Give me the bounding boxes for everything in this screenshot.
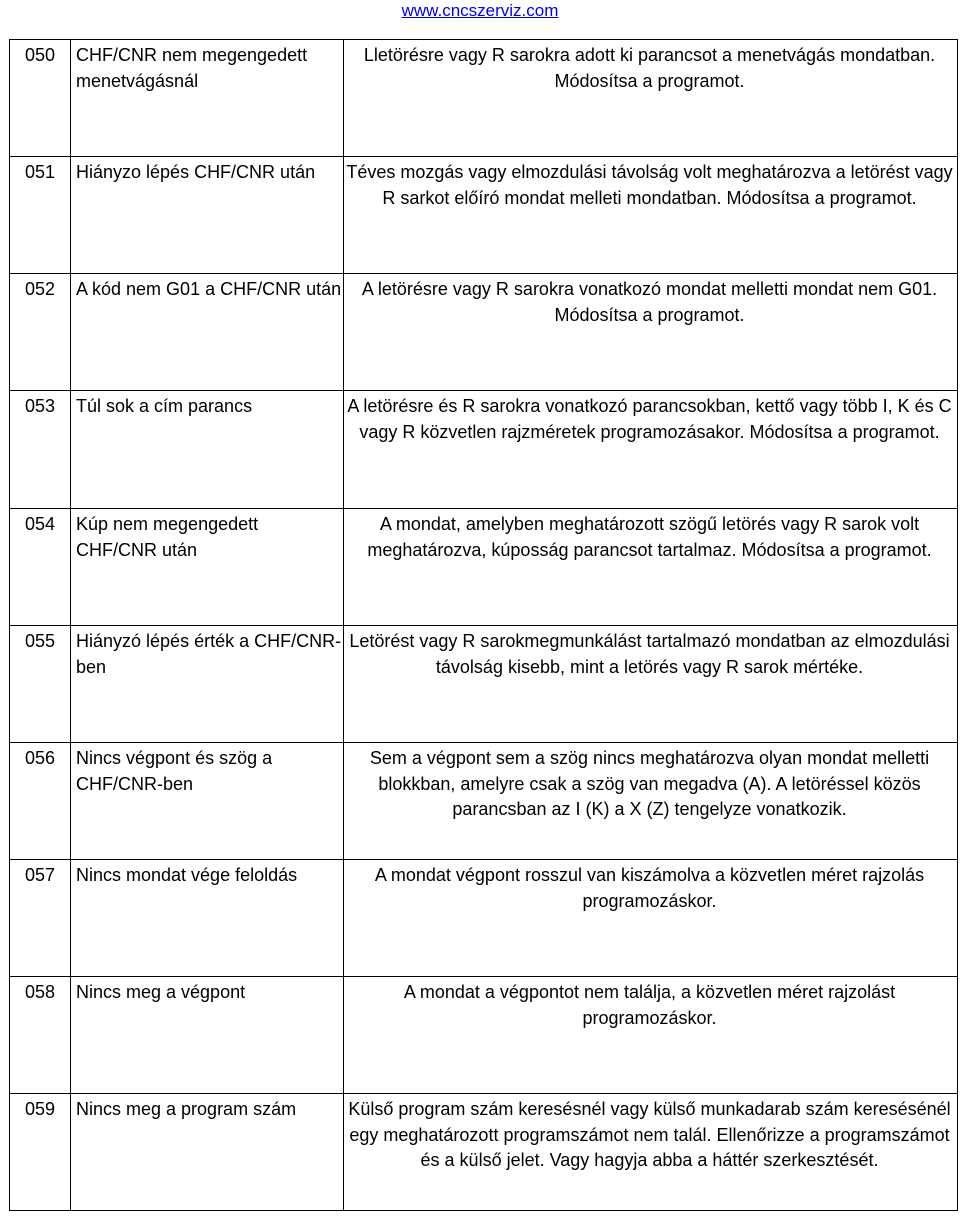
error-description: Külső program szám keresésnél vagy külső munkadarab szám keresésénél egy meghatározott programszámot nem talál. Ellenőrizze a programszámot és a külső jelet. Vagy hagyja abba a háttér szerkesztését. [344, 1094, 958, 1211]
error-code: 050 [10, 40, 71, 157]
error-title: CHF/CNR nem megengedett menetvágásnál [71, 40, 344, 157]
table-row [10, 977, 958, 1094]
error-code: 059 [10, 1094, 71, 1211]
error-description: A mondat végpont rosszul van kiszámolva a közvetlen méret rajzolás programozáskor. [344, 860, 958, 977]
error-title: Hiányzó lépés érték a CHF/CNR-ben [71, 626, 344, 743]
error-title: Nincs mondat vége feloldás [71, 860, 344, 977]
error-title: Nincs végpont és szög a CHF/CNR-ben [71, 743, 344, 860]
error-title: Hiányzo lépés CHF/CNR után [71, 157, 344, 274]
site-link[interactable]: www.cncszerviz.com [401, 1, 559, 20]
table-row [10, 509, 958, 626]
error-description: Lletörésre vagy R sarokra adott ki parancsot a menetvágás mondatban. Módosítsa a programot. [344, 40, 958, 157]
error-code: 054 [10, 509, 71, 626]
error-code-table [9, 39, 958, 1211]
error-description: A letörésre és R sarokra vonatkozó parancsokban, kettő vagy több I, K és C vagy R közvetlen rajzméretek programozásakor. Módosítsa a programot. [344, 391, 958, 509]
error-description: A letörésre vagy R sarokra vonatkozó mondat melletti mondat nem G01. Módosítsa a programot. [344, 274, 958, 391]
error-description: A mondat, amelyben meghatározott szögű letörés vagy R sarok volt meghatározva, kúposság parancsot tartalmaz. Módosítsa a programot. [344, 509, 958, 626]
error-code: 053 [10, 391, 71, 509]
table-row [10, 626, 958, 743]
error-title: Túl sok a cím parancs [71, 391, 344, 509]
table-row [10, 860, 958, 977]
table-row [10, 40, 958, 157]
error-code: 052 [10, 274, 71, 391]
error-description: Sem a végpont sem a szög nincs meghatározva olyan mondat melletti blokkban, amelyre csak a szög van megadva (A). A letöréssel közös parancsban az I (K) a X (Z) tengelyze vonatkozik. [344, 743, 958, 860]
table-row [10, 391, 958, 509]
error-description: A mondat a végpontot nem találja, a közvetlen méret rajzolást programozáskor. [344, 977, 958, 1094]
error-title: Kúp nem megengedett CHF/CNR után [71, 509, 344, 626]
table-row [10, 743, 958, 860]
error-description: Téves mozgás vagy elmozdulási távolság volt meghatározva a letörést vagy R sarkot előíró mondat melleti mondatban. Módosítsa a programot. [344, 157, 958, 274]
error-title: A kód nem G01 a CHF/CNR után [71, 274, 344, 391]
table-row [10, 274, 958, 391]
error-code: 051 [10, 157, 71, 274]
error-code: 058 [10, 977, 71, 1094]
error-code: 056 [10, 743, 71, 860]
error-title: Nincs meg a végpont [71, 977, 344, 1094]
error-description: Letörést vagy R sarokmegmunkálást tartalmazó mondatban az elmozdulási távolság kisebb, mint a letörés vagy R sarok mértéke. [344, 626, 958, 743]
table-row [10, 157, 958, 274]
error-title: Nincs meg a program szám [71, 1094, 344, 1211]
error-code: 057 [10, 860, 71, 977]
error-code: 055 [10, 626, 71, 743]
table-row [10, 1094, 958, 1211]
